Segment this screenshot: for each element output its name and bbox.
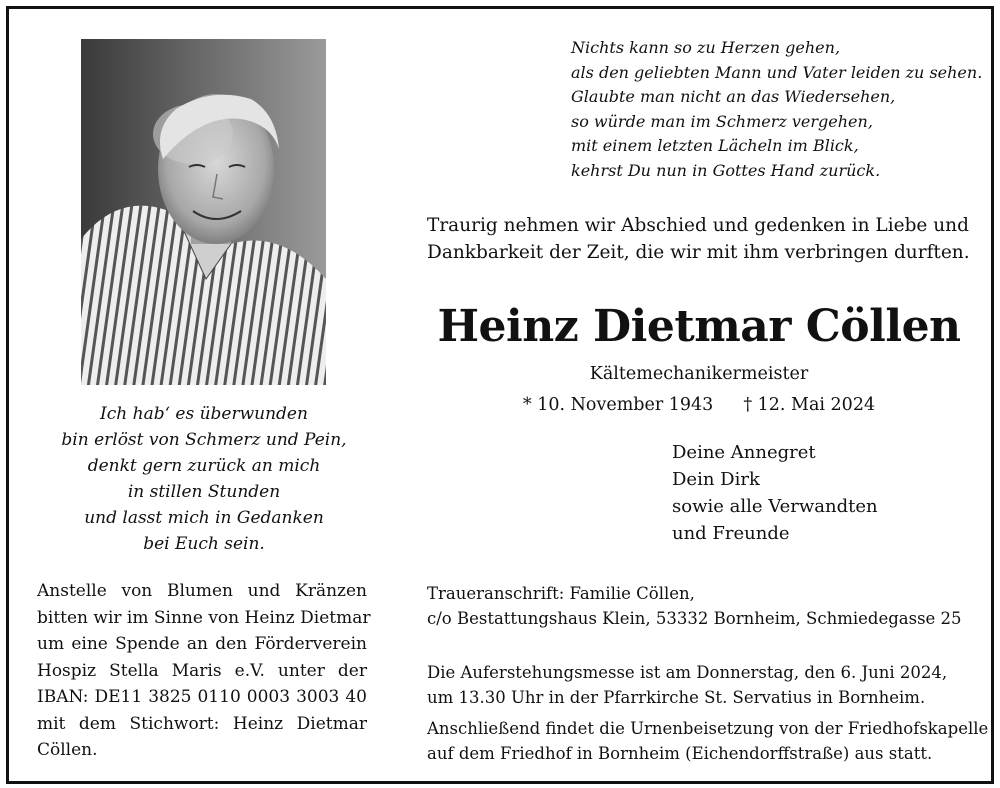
donation-line: Hospiz Stella Maris e.V. unter der: [37, 660, 367, 681]
service-info: [427, 661, 987, 766]
birth-date: * 10. November 1943: [522, 395, 714, 415]
deceased-name: Heinz Dietmar Cöllen: [437, 301, 961, 352]
obituary-frame: [6, 6, 994, 784]
portrait-photo: [81, 39, 326, 385]
deceased-profession: Kältemechanikermeister: [589, 364, 809, 384]
donation-line: Anstelle von Blumen und Kränzen: [37, 581, 367, 601]
poem-right-line: Nichts kann so zu Herzen gehen,: [571, 38, 841, 57]
mourner: Deine Annegret: [672, 442, 816, 463]
service-line: Anschließend findet die Urnenbeisetzung von der Friedhofskapelle: [427, 719, 989, 738]
poem-right-line: so würde man im Schmerz vergehen,: [571, 111, 873, 131]
donation-line: bitten wir im Sinne von Heinz Dietmar: [37, 607, 371, 628]
poem-left-line: bei Euch sein.: [143, 534, 265, 554]
death-date: † 12. Mai 2024: [743, 395, 876, 415]
intro-text: [427, 212, 970, 266]
poem-right-line: mit einem letzten Lächeln im Blick,: [571, 136, 859, 155]
donation-line: um eine Spende an den Förderverein: [37, 634, 367, 654]
poem-right: [571, 36, 991, 183]
donation-line: mit dem Stichwort: Heinz Dietmar: [37, 713, 367, 734]
life-dates: [414, 393, 984, 417]
poem-right-line: Glaubte man nicht an das Wiedersehen,: [571, 87, 896, 106]
intro-line: Traurig nehmen wir Abschied und gedenken in Liebe und: [427, 215, 969, 236]
poem-left: [39, 401, 369, 557]
donation-notice: [37, 578, 371, 764]
poem-left-line: in stillen Stunden: [127, 482, 281, 502]
address-line: c/o Bestattungshaus Klein, 53332 Bornheim, Schmiedegasse 25: [427, 608, 962, 628]
poem-right-line: kehrst Du nun in Gottes Hand zurück.: [571, 160, 881, 180]
mourner: sowie alle Verwandten: [672, 496, 878, 517]
poem-left-line: denkt gern zurück an mich: [87, 456, 321, 476]
donation-line: Cöllen.: [37, 740, 98, 760]
service-line: um 13.30 Uhr in der Pfarrkirche St. Servatius in Bornheim.: [427, 687, 926, 707]
service-line: Die Auferstehungsmesse ist am Donnerstag, den 6. Juni 2024,: [427, 663, 948, 682]
donation-iban-line: IBAN: DE11 3825 0110 0003 3003 40: [37, 687, 367, 707]
service-line: auf dem Friedhof in Bornheim (Eichendorffstraße) aus statt.: [427, 743, 933, 763]
mourner: Dein Dirk: [672, 469, 760, 490]
poem-right-line: als den geliebten Mann und Vater leiden zu sehen.: [571, 62, 983, 82]
poem-left-line: Ich hab‘ es überwunden: [100, 404, 308, 424]
address-line: Traueranschrift: Familie Cöllen,: [427, 584, 695, 603]
poem-left-line: bin erlöst von Schmerz und Pein,: [61, 430, 347, 450]
mourners-list: [672, 439, 992, 547]
mourner: und Freunde: [672, 523, 790, 544]
poem-left-line: und lasst mich in Gedanken: [84, 508, 324, 528]
intro-line: Dankbarkeit der Zeit, die wir mit ihm verbringen durften.: [427, 242, 970, 263]
mourning-address: [427, 582, 987, 631]
